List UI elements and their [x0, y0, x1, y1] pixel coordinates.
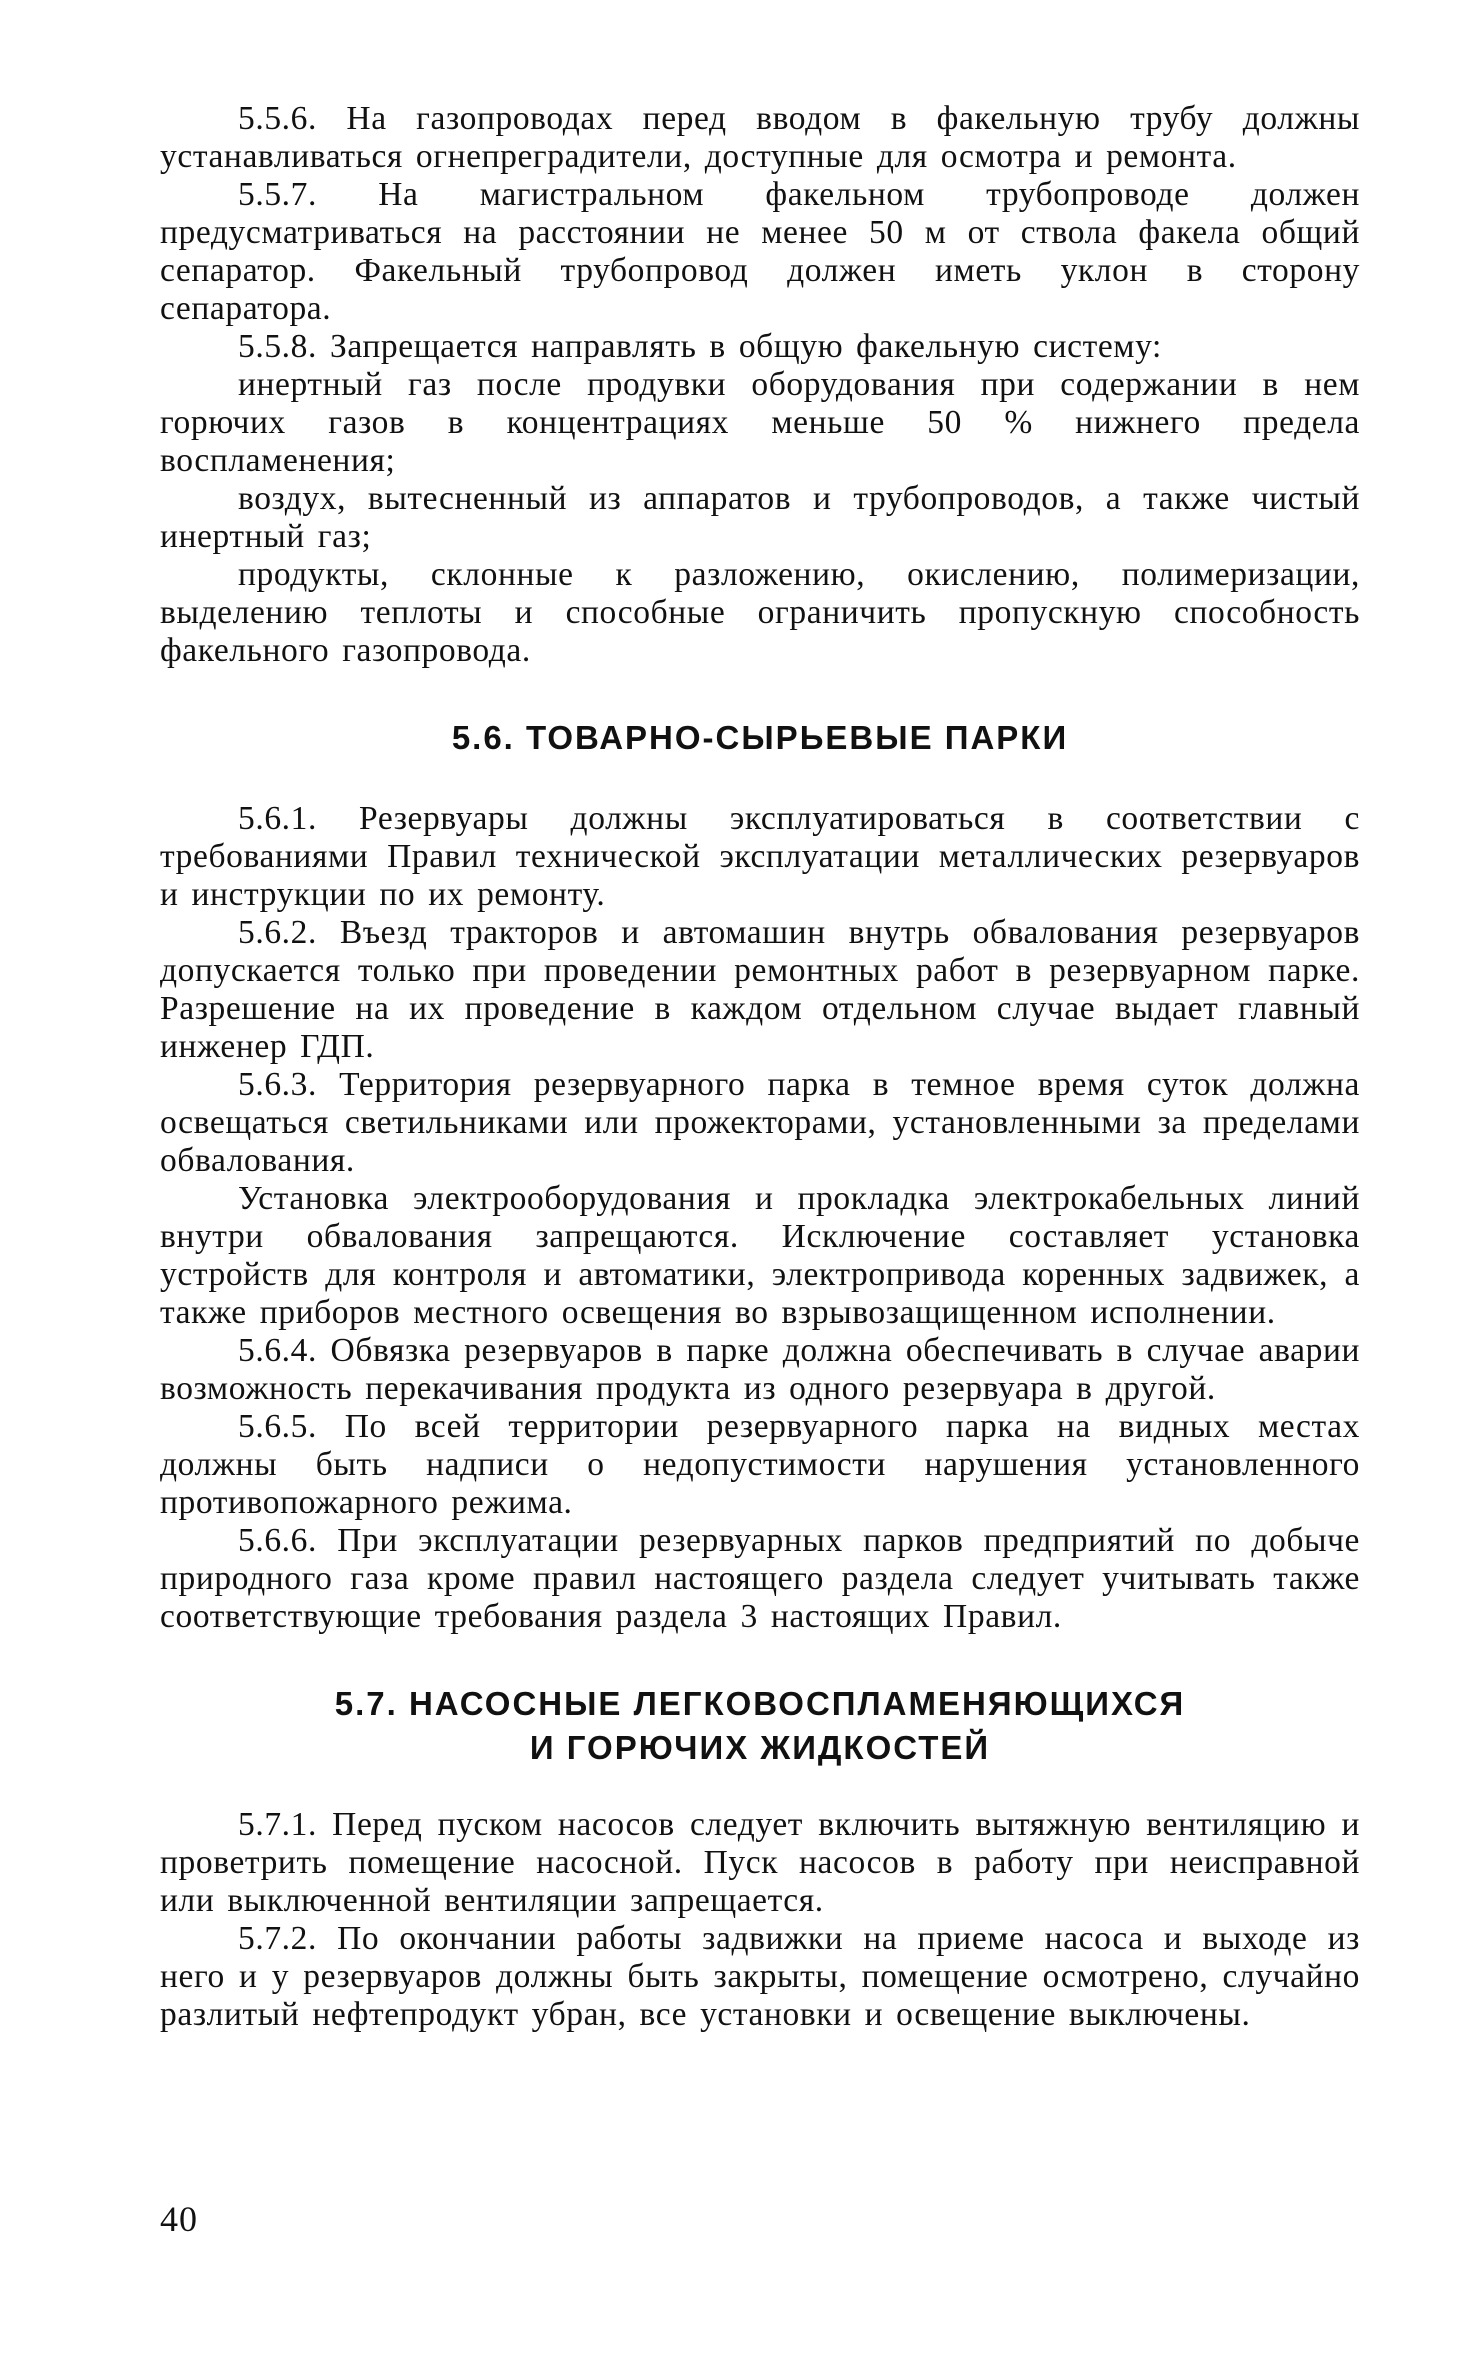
paragraph-5-7-2: 5.7.2. По окончании работы задвижки на приеме насоса и выходе из него и у резервуаров должны быть закрыты, помещение осмотрено, случайно разлитый нефтепродукт убран, все установки и освещение выключены.	[160, 1920, 1360, 2033]
list-item-products: продукты, склонные к разложению, окислению, полимеризации, выделению теплоты и способные ограничить пропускную способность факельного газопровода.	[160, 556, 1360, 669]
section-heading-5-7	[160, 1682, 1360, 1770]
list-item-inert-gas: инертный газ после продувки оборудования при содержании в нем горючих газов в концентрациях меньше 50 % нижнего предела воспламенения;	[160, 366, 1360, 479]
paragraph-5-6-2: 5.6.2. Въезд тракторов и автомашин внутрь обвалования резервуаров допускается только при проведении ремонтных работ в резервуарном парке. Разрешение на их проведение в каждом отдельном случае выдает главный инженер ГДП.	[160, 914, 1360, 1065]
page-number: 40	[160, 2199, 198, 2239]
section-heading-5-6: 5.6. ТОВАРНО-СЫРЬЕВЫЕ ПАРКИ	[451, 719, 1069, 756]
paragraph-5-6-6: 5.6.6. При эксплуатации резервуарных парков предприятий по добыче природного газа кроме правил настоящего раздела следует учитывать также соответствующие требования раздела 3 настоящих Правил.	[160, 1522, 1360, 1635]
paragraph-5-5-7: 5.5.7. На магистральном факельном трубопроводе должен предусматриваться на расстоянии не менее 50 м от ствола факела общий сепаратор. Факельный трубопровод должен иметь уклон в сторону сепаратора.	[160, 176, 1360, 327]
section-heading-5-7-line1: 5.7. НАСОСНЫЕ ЛЕГКОВОСПЛАМЕНЯЮЩИХСЯ	[334, 1685, 1186, 1722]
page-body	[160, 100, 1360, 2034]
paragraph-5-5-8: 5.5.8. Запрещается направлять в общую факельную систему:	[238, 328, 1162, 365]
paragraph-5-6-4: 5.6.4. Обвязка резервуаров в парке должна обеспечивать в случае аварии возможность перекачивания продукта из одного резервуара в другой.	[160, 1332, 1360, 1407]
paragraph-5-6-3: 5.6.3. Территория резервуарного парка в темное время суток должна освещаться светильниками или прожекторами, установленными за пределами обвалования.	[160, 1066, 1360, 1179]
paragraph-5-6-5: 5.6.5. По всей территории резервуарного парка на видных местах должны быть надписи о недопустимости нарушения установленного противопожарного режима.	[160, 1408, 1360, 1521]
paragraph-5-6-1: 5.6.1. Резервуары должны эксплуатироваться в соответствии с требованиями Правил технической эксплуатации металлических резервуаров и инструкции по их ремонту.	[160, 800, 1360, 913]
paragraph-5-7-1: 5.7.1. Перед пуском насосов следует включить вытяжную вентиляцию и проветрить помещение насосной. Пуск насосов в работу при неисправной или выключенной вентиляции запрещается.	[160, 1806, 1360, 1919]
section-heading-5-7-line2: И ГОРЮЧИХ ЖИДКОСТЕЙ	[529, 1729, 991, 1766]
paragraph-5-5-6: 5.5.6. На газопроводах перед вводом в факельную трубу должны устанавливаться огнепреградители, доступные для осмотра и ремонта.	[160, 100, 1360, 175]
list-item-air: воздух, вытесненный из аппаратов и трубопроводов, а также чистый инертный газ;	[160, 480, 1360, 555]
paragraph-electrical: Установка электрооборудования и прокладка электрокабельных линий внутри обвалования запрещаются. Исключение составляет установка устройств для контроля и автоматики, электропривода коренных задвижек, а также приборов местного освещения во взрывозащищенном исполнении.	[160, 1180, 1360, 1331]
